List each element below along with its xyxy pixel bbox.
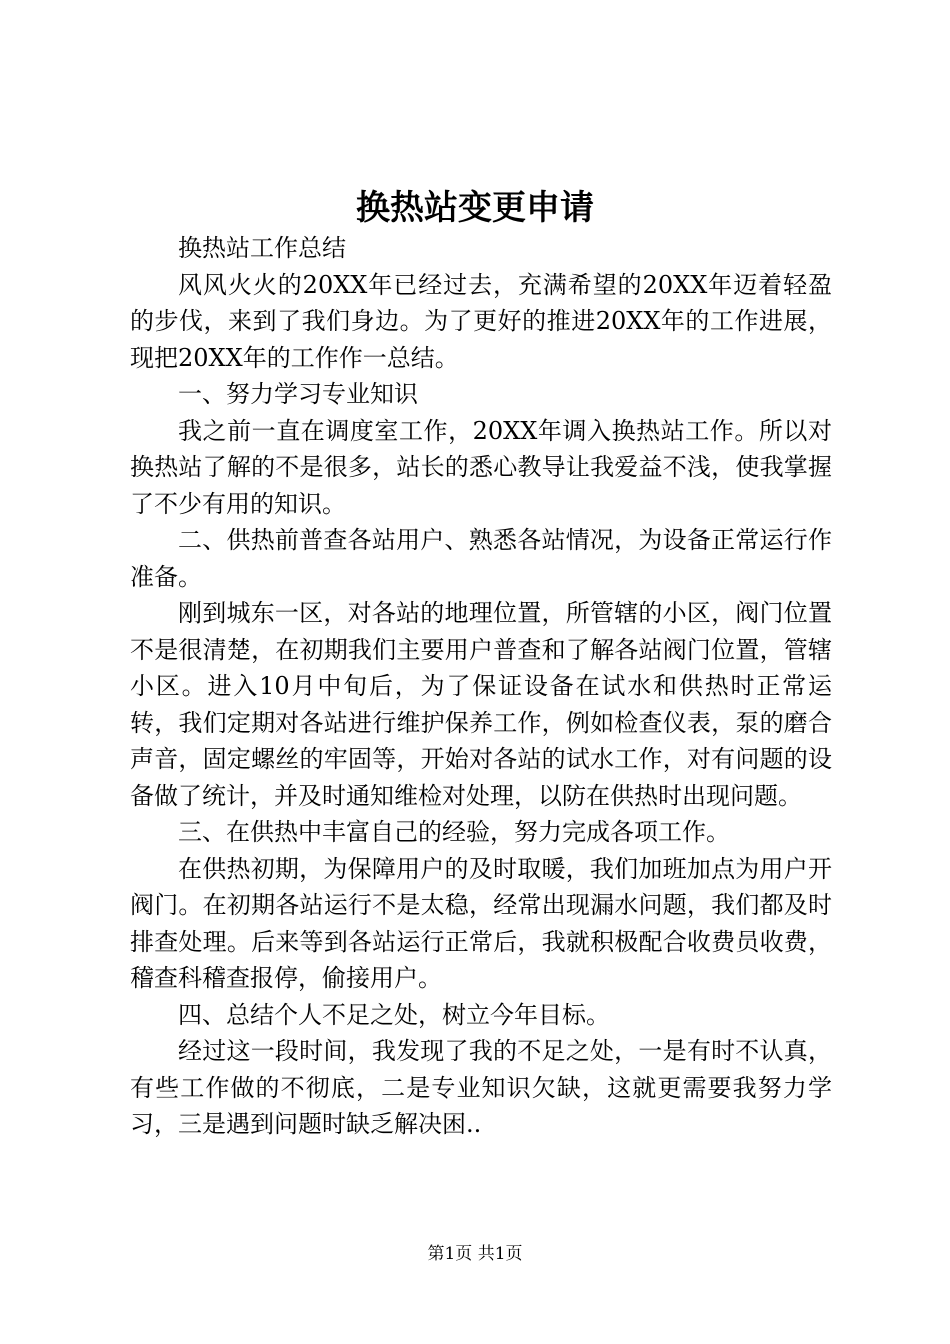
paragraph-section-1: 我之前一直在调度室工作，20XX年调入换热站工作。所以对换热站了解的不是很多，站长的悉心教导让我爱益不浅，使我掌握了不少有用的知识。 (130, 416, 832, 518)
section-heading-2: 二、供热前普查各站用户、熟悉各站情况，为设备正常运行作准备。 (130, 526, 832, 591)
document-title: 换热站变更申请 (356, 188, 594, 228)
document-body (130, 230, 832, 1143)
paragraph-section-3: 在供热初期，为保障用户的及时取暖，我们加班加点为用户开阀门。在初期各站运行不是太稳，经常出现漏水问题，我们都及时排查处理。后来等到各站运行正常后，我就积极配合收费员收费，稽查科稽查报停，偷接用户。 (130, 854, 832, 992)
paragraph-section-2: 刚到城东一区，对各站的地理位置，所管辖的小区，阀门位置不是很清楚，在初期我们主要用户普查和了解各站阀门位置，管辖小区。进入10月中旬后，为了保证设备在试水和供热时正常运转，我们定期对各站进行维护保养工作，例如检查仪表，泵的磨合声音，固定螺丝的牢固等，开始对各站的试水工作，对有问题的设备做了统计，并及时通知维检对处理，以防在供热时出现问题。 (130, 599, 832, 810)
paragraph-section-4: 经过这一段时间，我发现了我的不足之处，一是有时不认真，有些工作做的不彻底，二是专业知识欠缺，这就更需要我努力学习，三是遇到问题时缺乏解决困.. (130, 1037, 832, 1138)
section-heading-4: 四、总结个人不足之处，树立今年目标。 (178, 1000, 610, 1029)
paragraph-intro: 风风火火的20XX年已经过去，充满希望的20XX年迈着轻盈的步伐，来到了我们身边。为了更好的推进20XX年的工作进展，现把20XX年的工作作一总结。 (130, 270, 832, 372)
section-heading-1: 一、努力学习专业知识 (178, 380, 418, 408)
page-number-footer: 第1页 共1页 (427, 1244, 523, 1264)
section-heading-3: 三、在供热中丰富自己的经验，努力完成各项工作。 (178, 818, 730, 846)
paragraph-subtitle: 换热站工作总结 (178, 234, 346, 262)
